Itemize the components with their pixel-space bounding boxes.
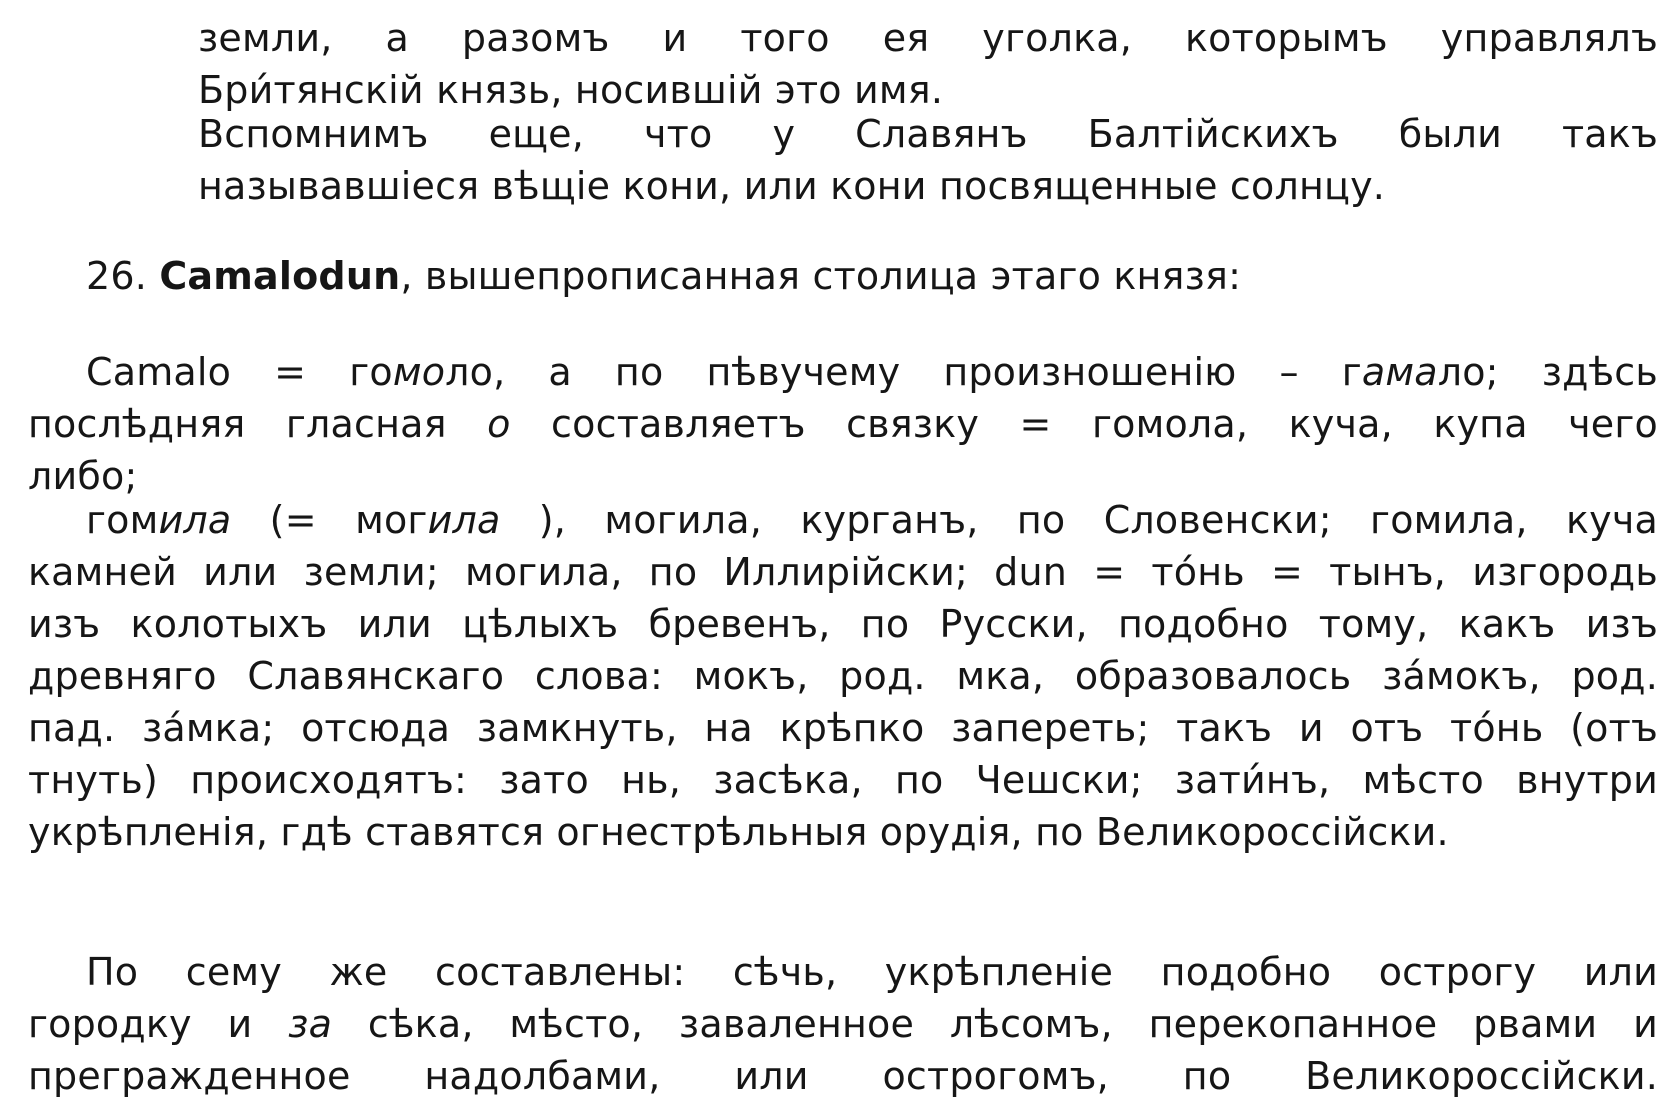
italic-run: ама — [1361, 350, 1438, 394]
entry-term: Camalodun — [159, 254, 401, 298]
entry-description: , вышепрописанная столица этаго князя: — [400, 254, 1242, 298]
text-line: называвшіеся вѣщіе кони, или кони посвященные солнцу. — [198, 164, 1386, 208]
paragraph-4 — [28, 494, 1658, 858]
text-run: гом — [86, 498, 159, 542]
text-line: пад. за́мка; отсюда замкнуть, на крѣпко запереть; такъ и отъ то́нь (отъ — [28, 706, 1658, 750]
text-line: либо; — [28, 454, 138, 498]
italic-run: за — [288, 1002, 333, 1046]
paragraph-3 — [28, 346, 1658, 502]
text-line: По сему же составлены: сѣчь, укрѣпленіе подобно острогу или — [86, 950, 1658, 994]
text-run: ло; здѣсь — [1437, 350, 1658, 394]
text-line: укрѣпленія, гдѣ ставятся огнестрѣльныя орудія, по Великороссійски. — [28, 810, 1449, 854]
text-line: тнуть) происходятъ: зато нь, засѣка, по Чешски; зати́нъ, мѣсто внутри — [28, 758, 1658, 802]
text-run: послѣдняя гласная — [28, 402, 488, 446]
italic-run: ила — [427, 498, 501, 542]
text-line — [28, 346, 1658, 398]
text-run: составляетъ связку = гомола, куча, купа чего — [510, 402, 1658, 446]
italic-run: ила — [158, 498, 232, 542]
text-run: ло, а по пѣвучему произношенію – г — [445, 350, 1362, 394]
text-line — [28, 998, 1658, 1050]
italic-run: мо — [392, 350, 446, 394]
text-run: ), могила, курганъ, по Словенски; гомила, куча — [500, 498, 1658, 542]
text-line — [28, 250, 1658, 302]
text-line: прегражденное надолбами, или острогомъ, по Великороссійски. — [28, 1054, 1658, 1098]
text-line: земли, а разомъ и того ея уголка, которымъ управлялъ — [198, 16, 1658, 60]
text-line: изъ колотыхъ или цѣлыхъ бревенъ, по Русски, подобно тому, какъ изъ — [28, 602, 1658, 646]
text-line: камней или земли; могила, по Иллирійски; dun = то́нь = тынъ, изгородь — [28, 550, 1658, 594]
text-line: древняго Славянскаго слова: мокъ, род. мка, образовалось за́мокъ, род. — [28, 654, 1658, 698]
text-run: (= мог — [231, 498, 428, 542]
text-run: сѣка, мѣсто, заваленное лѣсомъ, перекопанное рвами и — [332, 1002, 1658, 1046]
italic-run: о — [487, 402, 511, 446]
text-run: Camalo = го — [86, 350, 393, 394]
text-line — [28, 494, 1658, 546]
text-run: городку и — [28, 1002, 289, 1046]
text-line: Вспомнимъ еще, что у Славянъ Балтійскихъ были такъ — [198, 112, 1658, 156]
entry-heading — [28, 250, 1658, 302]
text-line: Бри́тянскій князь, носившій это имя. — [198, 68, 944, 112]
paragraph-2 — [198, 108, 1658, 212]
paragraph-1 — [198, 12, 1658, 116]
entry-number: 26. — [86, 254, 160, 298]
paragraph-5 — [28, 946, 1658, 1102]
text-line — [28, 398, 1658, 450]
